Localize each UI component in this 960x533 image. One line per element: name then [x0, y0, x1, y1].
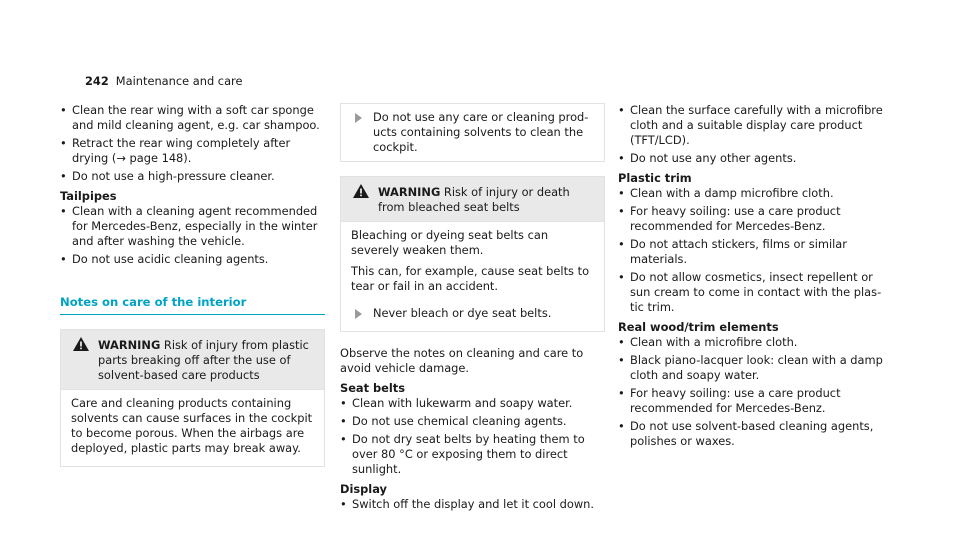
subheading-seat-belts: Seat belts — [340, 381, 406, 395]
list-item: • Do not use acidic cleaning agents. — [60, 252, 325, 267]
warning-body — [61, 389, 324, 466]
warning-triangle-icon — [353, 184, 369, 198]
warning-label: WARNING — [98, 338, 161, 352]
warning-header — [61, 330, 324, 389]
subheading-display: Display — [340, 482, 387, 496]
list-item: • Do not use a high-pressure cleaner. — [60, 169, 325, 184]
column-middle — [340, 103, 605, 515]
action-arrow-icon — [355, 309, 362, 319]
action-box — [340, 103, 605, 162]
list-item: • For heavy soiling: use a care product recommended for Mercedes-Benz. — [618, 204, 883, 234]
page-header — [85, 74, 243, 89]
list-item: • Switch off the display and let it cool down. — [340, 497, 605, 512]
action-item — [351, 110, 594, 155]
list-item: • Clean with lukewarm and soapy water. — [340, 396, 605, 411]
list-item: • Do not use chemical cleaning agents. — [340, 414, 605, 429]
warning-title: Risk of injury or death from bleached seat belts — [378, 185, 570, 214]
list-item: • Clean with a microfibre cloth. — [618, 335, 883, 350]
warning-header — [341, 177, 604, 221]
warning-text: Care and cleaning products containing solvents can cause surfaces in the cockpit to become porous. When the airbags are deployed, plastic parts may break away. — [71, 396, 313, 455]
page-header-title: Maintenance and care — [115, 74, 243, 88]
action-text: Never bleach or dye seat belts. — [373, 306, 552, 320]
subheading-real-wood: Real wood/trim elements — [618, 320, 779, 334]
list-item: • Do not allow cosmetics, insect repellent or sun cream to come in contact with the plastic trim. — [618, 270, 883, 315]
column-left — [60, 103, 325, 467]
list-item: • For heavy soiling: use a care product recommended for Mercedes-Benz. — [618, 386, 883, 416]
warning-title: Risk of injury from plastic parts breaking off after the use of solvent-based care products — [98, 338, 309, 382]
section-heading: Notes on care of the interior — [60, 295, 325, 315]
warning-text: This can, for example, cause seat belts to tear or fail in an accident. — [351, 264, 590, 293]
list-item: • Clean the surface carefully with a microfibre cloth and a suitable display care product (TFT/LCD). — [618, 103, 883, 148]
warning-text: Bleaching or dyeing seat belts can severely weaken them. — [351, 228, 549, 257]
list-item: • Do not dry seat belts by heating them to over 80 °C or exposing them to direct sunlight. — [340, 432, 605, 477]
warning-box — [340, 176, 605, 332]
list-item: • Clean with a cleaning agent recommended for Mercedes-Benz, especially in the winter and after washing the vehicle. — [60, 204, 325, 249]
list-item: • Clean with a damp microfibre cloth. — [618, 186, 883, 201]
intro-text: Observe the notes on cleaning and care to avoid vehicle damage. — [340, 346, 584, 375]
column-right — [618, 103, 883, 452]
action-arrow-icon — [355, 113, 362, 123]
page-number: 242 — [85, 74, 109, 88]
warning-box — [60, 329, 325, 467]
list-item: • Black piano-lacquer look: clean with a damp cloth and soapy water. — [618, 353, 883, 383]
action-text: Do not use any care or cleaning products containing solvents to clean the cockpit. — [373, 110, 589, 154]
warning-triangle-icon — [73, 337, 89, 351]
list-item: • Clean the rear wing with a soft car sponge and mild cleaning agent, e.g. car shampoo. — [60, 103, 325, 133]
list-item: • Do not use any other agents. — [618, 151, 883, 166]
warning-label: WARNING — [378, 185, 441, 199]
list-item: • Do not use solvent-based cleaning agents, polishes or waxes. — [618, 419, 883, 449]
warning-body — [341, 221, 604, 331]
list-item: • Do not attach stickers, films or similar materials. — [618, 237, 883, 267]
subheading-tailpipes: Tailpipes — [60, 189, 117, 203]
list-item: • Retract the rear wing completely after drying (→ page 148). — [60, 136, 325, 166]
subheading-plastic-trim: Plastic trim — [618, 171, 692, 185]
action-item — [351, 306, 594, 321]
